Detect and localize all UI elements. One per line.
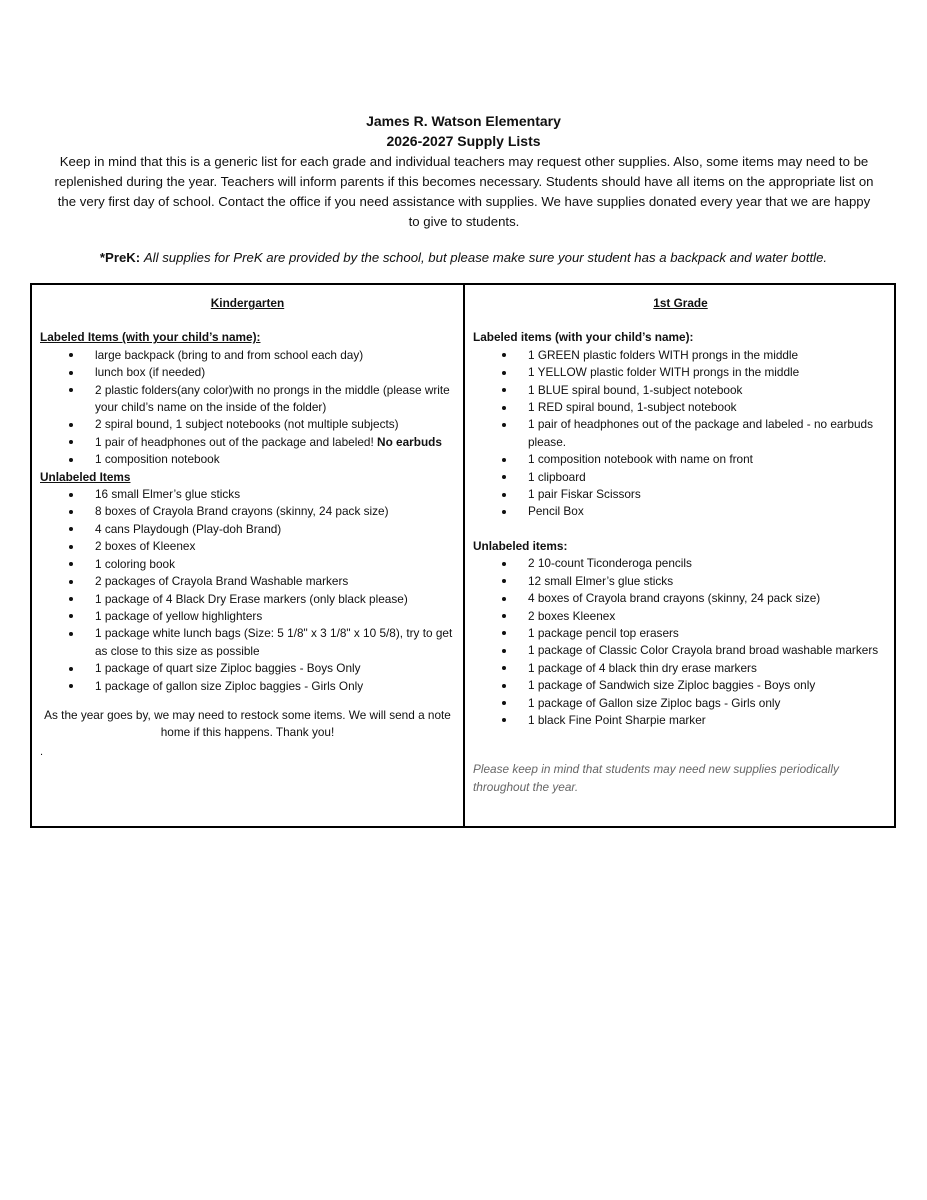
list-item: 1 composition notebook [40,451,455,468]
list-item: 2 spiral bound, 1 subject notebooks (not multiple subjects) [40,416,455,433]
list-item: 1 package of Sandwich size Ziploc baggies - Boys only [473,677,888,694]
list-item: 2 10-count Ticonderoga pencils [473,555,888,572]
list-item: 1 clipboard [473,469,888,486]
list-item: 1 package pencil top erasers [473,625,888,642]
list-item: 1 RED spiral bound, 1-subject notebook [473,399,888,416]
prek-note [40,250,887,265]
supply-table [30,283,896,828]
restock-note: As the year goes by, we may need to restock some items. We will send a note home if this happens. Thank you! [44,707,451,740]
list-item: 2 boxes Kleenex [473,608,888,625]
list-item: 8 boxes of Crayola Brand crayons (skinny, 24 pack size) [40,503,455,520]
list-item: lunch box (if needed) [40,364,455,381]
list-item: 1 pair Fiskar Scissors [473,486,888,503]
first-grade-title: 1st Grade [653,296,708,310]
headphones-text: 1 pair of headphones out of the package and labeled! [95,434,378,449]
list-item: large backpack (bring to and from school each day) [40,347,455,364]
list-item: 1 package white lunch bags (Size: 5 1/8" x 3 1/8" x 10 5/8), try to get as close to this size as possible [40,625,455,660]
list-item: 2 boxes of Kleenex [40,538,455,555]
list-item: 1 package of yellow highlighters [40,608,455,625]
kindergarten-labeled-list [40,347,455,469]
kindergarten-title: Kindergarten [210,296,285,310]
list-item [40,434,455,451]
prek-text: All supplies for PreK are provided by the school, but please make sure your student has a backpack and water bottle. [143,250,828,265]
list-item: 1 package of quart size Ziploc baggies - Boys Only [40,660,455,677]
stray-mark: . [40,745,44,758]
first-grade-unlabeled-heading: Unlabeled items: [473,538,568,553]
list-item: 16 small Elmer’s glue sticks [40,486,455,503]
list-item: 1 BLUE spiral bound, 1-subject notebook [473,382,888,399]
first-grade-labeled-heading: Labeled items (with your child’s name): [473,330,694,345]
list-item: 1 package of gallon size Ziploc baggies - Girls Only [40,678,455,695]
list-item: 1 package of 4 Black Dry Erase markers (only black please) [40,591,455,608]
kindergarten-labeled-heading: Labeled Items (with your child’s name): [40,330,261,345]
list-item: 1 pair of headphones out of the package and labeled - no earbuds please. [473,416,888,451]
list-item: 1 composition notebook with name on front [473,451,888,468]
list-item: 1 package of Gallon size Ziploc bags - Girls only [473,695,888,712]
kindergarten-column [32,285,465,826]
list-item: 1 GREEN plastic folders WITH prongs in the middle [473,347,888,364]
page-title: 2026-2027 Supply Lists [386,133,541,149]
list-item: 1 coloring book [40,556,455,573]
kindergarten-unlabeled-list [40,486,455,695]
list-item: 1 black Fine Point Sharpie marker [473,712,888,729]
list-item: 2 plastic folders(any color)with no prongs in the middle (please write your child’s name on the inside of the folder) [40,382,455,417]
no-earbuds-text: No earbuds [377,434,442,449]
intro-paragraph: Keep in mind that this is a generic list for each grade and individual teachers may request other supplies. Also, some items may need to be replenished during the year. Teachers will inform parents if this becomes necessary. Students should have all items on the appropriate list on the very first day of school. Contact the office if you need assistance with supplies. We have supplies donated every year that we are happy to give to students. [54,154,874,229]
prek-label: *PreK: [99,250,141,265]
kindergarten-unlabeled-heading: Unlabeled Items [40,469,131,484]
first-grade-unlabeled-list [473,555,888,729]
list-item: 1 YELLOW plastic folder WITH prongs in the middle [473,364,888,381]
list-item: 2 packages of Crayola Brand Washable markers [40,573,455,590]
list-item: 4 cans Playdough (Play-doh Brand) [40,521,455,538]
list-item: 1 package of Classic Color Crayola brand broad washable markers [473,642,888,659]
list-item: Pencil Box [473,503,888,520]
list-item: 1 package of 4 black thin dry erase markers [473,660,888,677]
first-grade-column [465,285,896,826]
school-name: James R. Watson Elementary [366,113,561,129]
list-item: 12 small Elmer’s glue sticks [473,573,888,590]
supplies-footnote: Please keep in mind that students may need new supplies periodically throughout the year. [473,762,839,794]
first-grade-labeled-list [473,347,888,521]
list-item: 4 boxes of Crayola brand crayons (skinny, 24 pack size) [473,590,888,607]
